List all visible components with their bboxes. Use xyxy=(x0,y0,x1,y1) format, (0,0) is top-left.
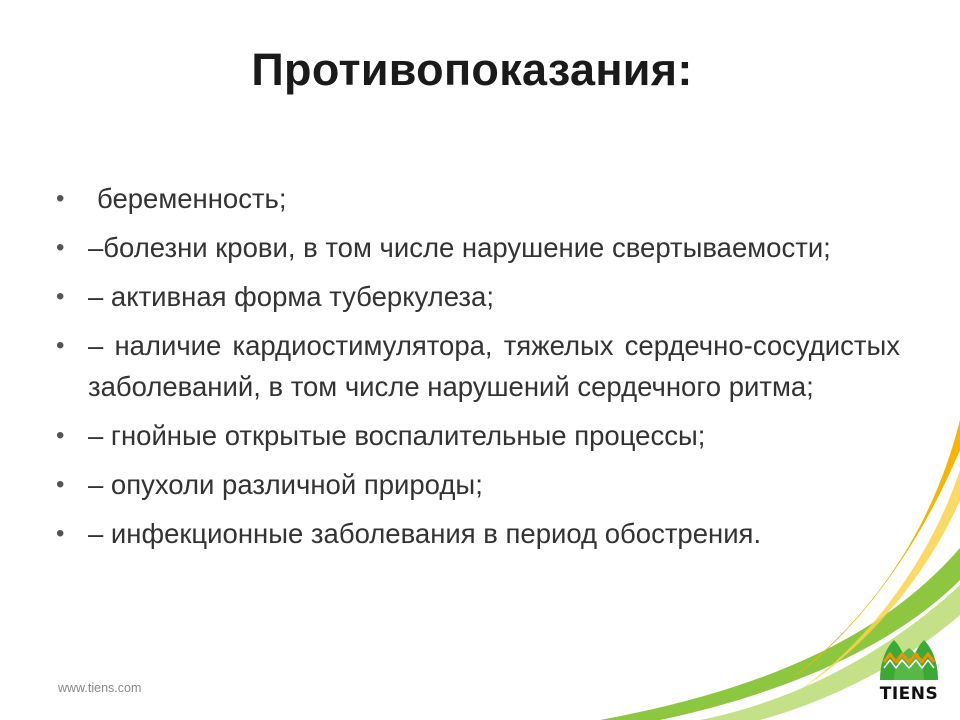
footer-url: www.tiens.com xyxy=(58,681,142,695)
list-item-text: – гнойные открытые воспалительные процессы; xyxy=(88,420,706,451)
list-item xyxy=(56,325,900,407)
bullet-icon: • xyxy=(56,234,65,261)
tiens-leaf-logo-icon xyxy=(878,636,940,682)
list-item xyxy=(56,464,900,505)
list-item xyxy=(56,178,900,219)
logo-text: TIENS xyxy=(879,684,939,704)
bullet-icon: • xyxy=(56,471,65,498)
list-item-text: – инфекционные заболевания в период обострения. xyxy=(88,518,762,549)
bullet-icon: • xyxy=(56,422,65,449)
contraindications-list xyxy=(56,178,900,562)
tiens-logo xyxy=(866,632,952,710)
list-item-text: – активная форма туберкулеза; xyxy=(88,281,494,312)
bullet-icon: • xyxy=(56,332,65,359)
list-item xyxy=(56,513,900,554)
bullet-icon: • xyxy=(56,520,65,547)
list-item-text: беременность; xyxy=(97,183,287,214)
list-item xyxy=(56,276,900,317)
list-item xyxy=(56,415,900,456)
slide-title: Противопоказания: xyxy=(251,44,693,95)
list-item-text: – опухоли различной природы; xyxy=(88,469,483,500)
list-item-text: – наличие кардиостимулятора, тяжелых сердечно-сосудистых заболеваний, в том числе нарушений сердечного ритма; xyxy=(88,330,900,402)
bullet-icon: • xyxy=(56,185,65,212)
list-item xyxy=(56,227,900,268)
list-item-text: –болезни крови, в том числе нарушение свертываемости; xyxy=(88,232,831,263)
bullet-icon: • xyxy=(56,283,65,310)
